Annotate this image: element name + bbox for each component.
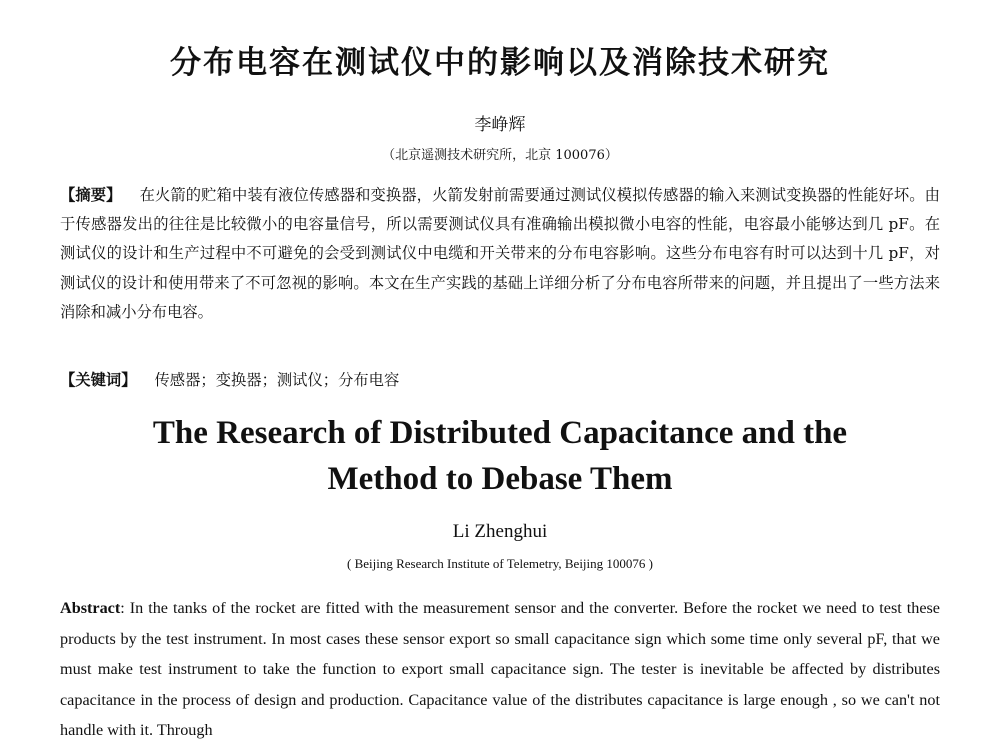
english-title-line-2: Method to Debase Them bbox=[327, 461, 673, 497]
chinese-keywords-text: 传感器；变换器；测试仪；分布电容 bbox=[154, 371, 400, 389]
chinese-keywords-label: 【关键词】 bbox=[60, 371, 137, 389]
chinese-keywords bbox=[60, 366, 940, 394]
english-abstract-label: Abstract bbox=[60, 599, 121, 617]
english-title-line-1: The Research of Distributed Capacitance and the bbox=[152, 415, 848, 451]
chinese-affiliation: （北京遥测技术研究所，北京 100076） bbox=[382, 148, 618, 163]
chinese-title: 分布电容在测试仪中的影响以及消除技术研究 bbox=[170, 45, 830, 81]
chinese-abstract-text: 在火箭的贮箱中装有液位传感器和变换器，火箭发射前需要通过测试仪模拟传感器的输入来测试变换器的性能好坏。由于传感器发出的往往是比较微小的电容量信号，所以需要测试仪具有准确输出模拟微小电容的性能，电容最小能够达到几 pF。在测试仪的设计和生产过程中不可避免的会受到测试仪中电缆和开关带来的分布电容影响。这些分布电容有时可以达到十几 pF，对测试仪的设计和使用带来了不可忽视的影响。本文在生产实践的基础上详细分析了分布电容所带来的问题，并且提出了一些方法来消除和减小分布电容。 bbox=[60, 186, 940, 321]
english-affiliation: ( Beijing Research Institute of Telemetry, Beijing 100076 ) bbox=[347, 556, 653, 571]
english-title bbox=[0, 410, 1000, 502]
english-abstract-text: In the tanks of the rocket are fitted with the measurement sensor and the converter. Before the rocket we need to test these products by the test instrument. In most cases these sensor export so small capacitance sign which some time only several pF, that we must make test instrument to take the function to export small capacitance sign. The tester is inevitable be affected by distributes capacitance in the process of design and production. Capacitance value of the distributes capacitance is large enough , so we can't not handle with it. Through bbox=[60, 599, 940, 739]
chinese-abstract bbox=[60, 181, 940, 327]
english-abstract bbox=[60, 593, 940, 746]
english-author: Li Zhenghui bbox=[452, 521, 548, 542]
english-abstract-separator: : bbox=[120, 599, 130, 617]
chinese-abstract-label: 【摘要】 bbox=[60, 186, 122, 204]
chinese-author: 李峥辉 bbox=[474, 115, 526, 135]
